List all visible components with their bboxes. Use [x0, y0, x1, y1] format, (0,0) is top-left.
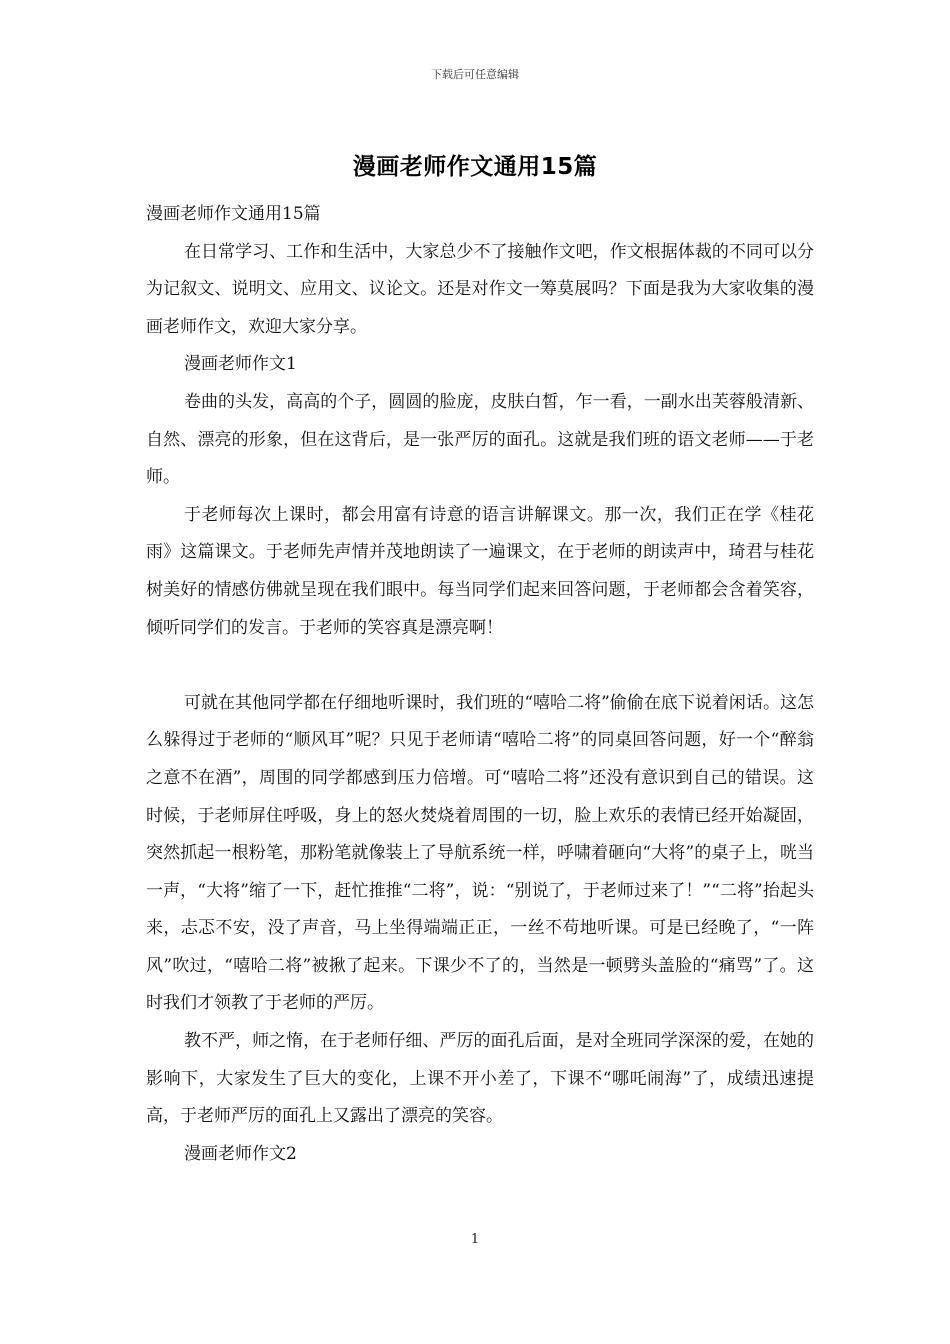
paragraph: 卷曲的头发，高高的个子，圆圆的脸庞，皮肤白皙，乍一看，一副水出芙蓉般清新、自然、漂亮的形象，但在这背后，是一张严厉的面孔。这就是我们班的语文老师——于老师。: [146, 391, 814, 488]
subtitle-line: 漫画老师作文通用15篇: [146, 204, 321, 224]
document-title: 漫画老师作文通用15篇: [352, 154, 598, 180]
section-heading-2: 漫画老师作文2: [184, 1143, 297, 1164]
section-heading-1: 漫画老师作文1: [184, 354, 297, 375]
document-body: [146, 196, 814, 1173]
page-number: 1: [470, 1232, 480, 1247]
paragraph: 教不严，师之惰，在于老师仔细、严厉的面孔后面，是对全班同学深深的爱，在她的影响下，大家发生了巨大的变化，上课不开小差了，下课不“哪吒闹海”了，成绩迅速提高，于老师严厉的面孔上又露出了漂亮的笑容。: [146, 1031, 814, 1127]
paragraph: 于老师每次上课时，都会用富有诗意的语言讲解课文。那一次，我们正在学《桂花雨》这篇课文。于老师先声情并茂地朗读了一遍课文，在于老师的朗读声中，琦君与桂花树美好的情感仿佛就呈现在我们眼中。每当同学们起来回答问题，于老师都会含着笑容，倾听同学们的发言。于老师的笑容真是漂亮啊！: [146, 504, 814, 638]
header-note: 下载后可任意编辑: [431, 68, 519, 81]
paragraph: 可就在其他同学都在仔细地听课时，我们班的“嘻哈二将”偷偷在底下说着闲话。这怎么躲得过于老师的“顺风耳”呢？只见于老师请“嘻哈二将”的同桌回答问题，好一个“醉翁之意不在酒”，周围的同学都感到压力倍增。可“嘻哈二将”还没有意识到自己的错误。这时候，于老师屏住呼吸，身上的怒火焚烧着周围的一切，脸上欢乐的表情已经开始凝固，突然抓起一根粉笔，那粉笔就像装上了导航系统一样，呼啸着砸向“大将”的桌子上，咣当一声，“大将”缩了一下，赶忙推推“二将”，说：“别说了，于老师过来了！”“二将”抬起头来，忐忑不安，没了声音，马上坐得端端正正，一丝不苟地听课。可是已经晚了，“一阵风”吹过，“嘻哈二将”被揪了起来。下课少不了的，当然是一顿劈头盖脸的“痛骂”了。这时我们才领教了于老师的严厉。: [146, 692, 814, 1014]
blank-line: [146, 647, 814, 685]
intro-paragraph: 在日常学习、工作和生活中，大家总少不了接触作文吧，作文根据体裁的不同可以分为记叙文、说明文、应用文、议论文。还是对作文一筹莫展吗？下面是我为大家收集的漫画老师作文，欢迎大家分享。: [146, 241, 814, 337]
